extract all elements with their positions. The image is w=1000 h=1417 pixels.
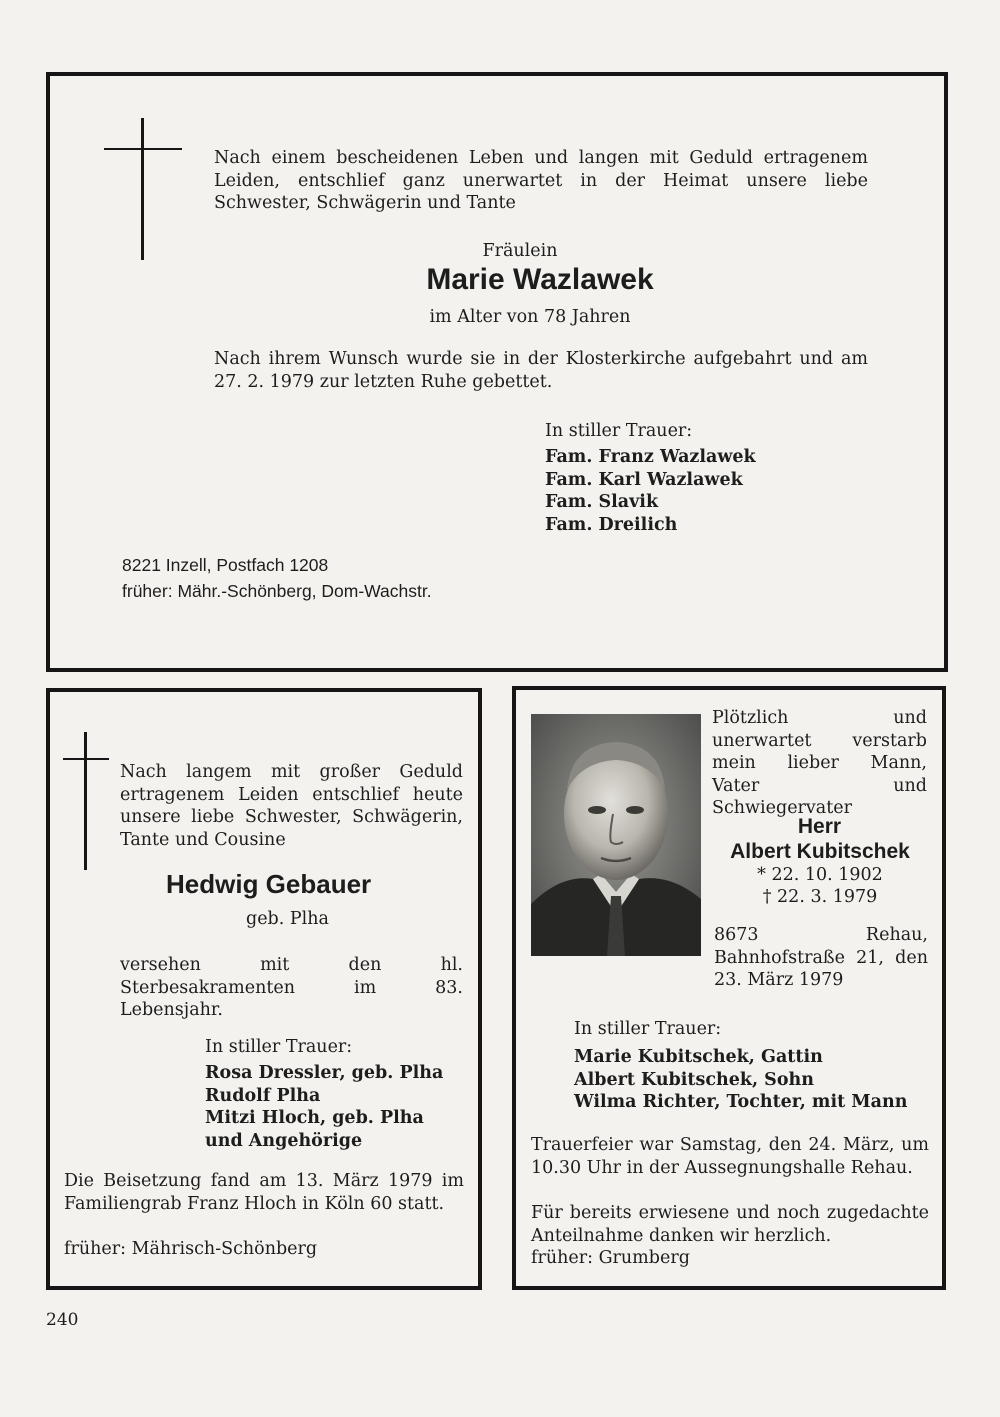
cross-icon bbox=[141, 118, 144, 260]
mourner: Rosa Dressler, geb. Plha bbox=[205, 1063, 444, 1083]
mourner: Rudolf Plha bbox=[205, 1085, 321, 1106]
notice1-burial: Nach ihrem Wunsch wurde sie in der Klosterkirche aufgebahrt und am 27. 2. 1979 zur letzten Ruhe gebettet. bbox=[214, 349, 868, 392]
cross-bar bbox=[63, 758, 109, 760]
notice3-mourning-label: In stiller Trauer: bbox=[574, 1019, 722, 1039]
mourner: und Angehörige bbox=[205, 1130, 363, 1151]
portrait-photo bbox=[531, 714, 701, 956]
notice3-thanks: Für bereits erwiesene und noch zugedachte Anteilnahme danken wir herzlich. bbox=[531, 1203, 929, 1246]
notice2-sacraments: versehen mit den hl. Sterbesakramenten im 83. Lebensjahr. bbox=[120, 955, 463, 1020]
notice3-title-word: Herr bbox=[797, 815, 842, 838]
notice3-address: 8673 Rehau, Bahnhofstraße 21, den 23. März 1979 bbox=[714, 925, 928, 990]
mourner: Fam. Dreilich bbox=[545, 514, 678, 535]
notice2-former: früher: Mährisch-Schönberg bbox=[64, 1239, 318, 1259]
mourner: Fam. Slavik bbox=[545, 492, 659, 512]
notice2-mourning-label: In stiller Trauer: bbox=[205, 1037, 353, 1057]
notice1-title-word: Fräulein bbox=[482, 241, 558, 261]
notice3-former: früher: Grumberg bbox=[531, 1248, 690, 1268]
notice1-intro: Nach einem bescheidenen Leben und langen mit Geduld ertragenem Leiden, entschlief ganz unerwartet in der Heimat unsere liebe Schwester, Schwägerin und Tante bbox=[214, 148, 868, 213]
cross-icon bbox=[84, 732, 87, 870]
notice1-mourners bbox=[545, 446, 756, 536]
notice3-mourners bbox=[574, 1046, 907, 1114]
mourner: Fam. Karl Wazlawek bbox=[545, 469, 743, 490]
mourner: Wilma Richter, Tochter, mit Mann bbox=[574, 1092, 908, 1112]
notice2-burial: Die Beisetzung fand am 13. März 1979 im Familiengrab Franz Hloch in Köln 60 statt. bbox=[64, 1171, 464, 1214]
notice1-name: Marie Wazlawek bbox=[426, 263, 654, 296]
notice1-mourning-label: In stiller Trauer: bbox=[545, 421, 693, 441]
notice1-address: 8221 Inzell, Postfach 1208 bbox=[122, 555, 329, 575]
notice3-born: * 22. 10. 1902 bbox=[757, 865, 883, 885]
mourner: Fam. Franz Wazlawek bbox=[545, 447, 756, 467]
cross-bar bbox=[104, 148, 182, 150]
mourner: Mitzi Hloch, geb. Plha bbox=[205, 1108, 424, 1128]
notice3-ceremony: Trauerfeier war Samstag, den 24. März, um 10.30 Uhr in der Aussegnungshalle Rehau. bbox=[531, 1135, 929, 1178]
notice3-died: † 22. 3. 1979 bbox=[762, 887, 878, 907]
notice2-born-name: geb. Plha bbox=[246, 909, 329, 929]
mourner: Marie Kubitschek, Gattin bbox=[574, 1047, 823, 1067]
page-number: 240 bbox=[46, 1310, 79, 1330]
notice2-name: Hedwig Gebauer bbox=[166, 869, 372, 899]
notice3-name: Albert Kubitschek bbox=[730, 840, 910, 863]
mourner: Albert Kubitschek, Sohn bbox=[574, 1069, 814, 1090]
notice1-former: früher: Mähr.-Schönberg, Dom-Wachstr. bbox=[122, 581, 432, 601]
notice1-age: im Alter von 78 Jahren bbox=[429, 307, 631, 327]
notice2-intro: Nach langem mit großer Geduld ertragenem Leiden entschlief heute unsere liebe Schwester, Schwägerin, Tante und Cousine bbox=[120, 762, 463, 850]
notice2-mourners bbox=[205, 1062, 443, 1152]
notice3-intro: Plötzlich und unerwartet verstarb mein lieber Mann, Vater und Schwiegervater bbox=[712, 708, 927, 818]
